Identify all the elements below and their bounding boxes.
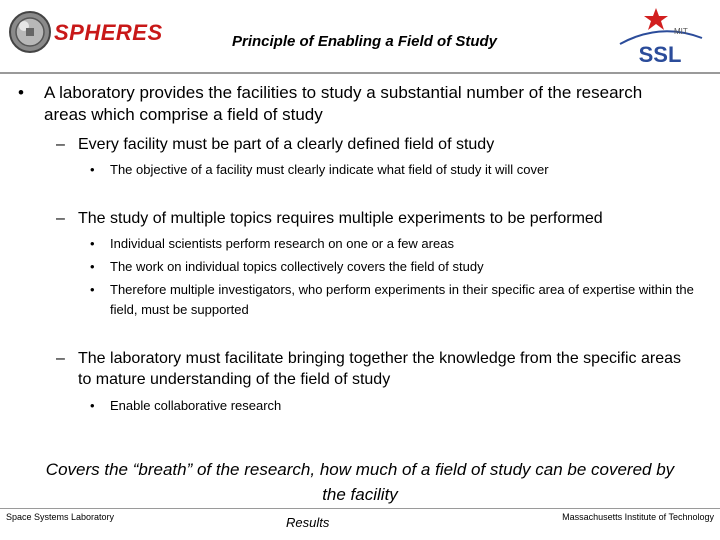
list-item xyxy=(90,160,700,180)
list-item xyxy=(90,257,700,277)
list-item xyxy=(90,280,700,320)
bullet-text: Therefore multiple investigators, who perform experiments in their specific area of expertise within the field, must be supported xyxy=(110,282,694,317)
list-item xyxy=(56,208,698,229)
list-item xyxy=(90,234,700,254)
sphere-emblem-icon xyxy=(8,8,52,56)
mit-logo-letters: MIT xyxy=(674,27,688,36)
spheres-logo xyxy=(8,8,188,60)
page-title: Principle of Enabling a Field of Study xyxy=(232,33,498,50)
bullet-text: A laboratory provides the facilities to study a substantial number of the research areas which comprise a field of study xyxy=(44,83,643,124)
list-item xyxy=(56,134,698,155)
bullet-dot-icon: • xyxy=(90,282,95,297)
bullet-dot-icon: • xyxy=(90,162,95,177)
footer-lab-name: Space Systems Laboratory xyxy=(6,512,115,522)
bullet-dash-icon: – xyxy=(56,136,65,153)
ssl-logo-letters: SSL xyxy=(638,42,682,67)
bullet-text: The work on individual topics collectively covers the field of study xyxy=(110,259,484,274)
footer-institution: Massachusetts Institute of Technology xyxy=(562,512,714,522)
bullet-dash-icon: – xyxy=(56,210,65,227)
ssl-logo-icon xyxy=(612,4,708,70)
bullet-dot-icon: • xyxy=(18,83,24,102)
bullet-text: The objective of a facility must clearly indicate what field of study it will cover xyxy=(110,162,549,177)
list-item xyxy=(90,396,700,416)
list-item xyxy=(18,82,684,126)
bullet-dot-icon: • xyxy=(90,398,95,413)
bullet-text: The study of multiple topics requires multiple experiments to be performed xyxy=(78,210,603,227)
bullet-text: Individual scientists perform research on one or a few areas xyxy=(110,236,454,251)
summary-note: Covers the “breath” of the research, how much of a field of study can be covered by the facility xyxy=(45,460,675,504)
list-item xyxy=(56,348,698,390)
logo-text: SPHERES xyxy=(54,20,163,45)
ssl-logo xyxy=(612,4,708,70)
bullet-text: The laboratory must facilitate bringing together the knowledge from the specific areas to mature understanding of the field of study xyxy=(78,350,681,388)
bullet-dash-icon: – xyxy=(56,350,65,367)
header-divider xyxy=(0,72,720,74)
footer-section: Results xyxy=(286,515,330,530)
bullet-dot-icon: • xyxy=(90,236,95,251)
footer-divider xyxy=(0,508,720,509)
bullet-text: Every facility must be part of a clearly defined field of study xyxy=(78,136,495,153)
bullet-text: Enable collaborative research xyxy=(110,398,282,413)
bullet-dot-icon: • xyxy=(90,259,95,274)
